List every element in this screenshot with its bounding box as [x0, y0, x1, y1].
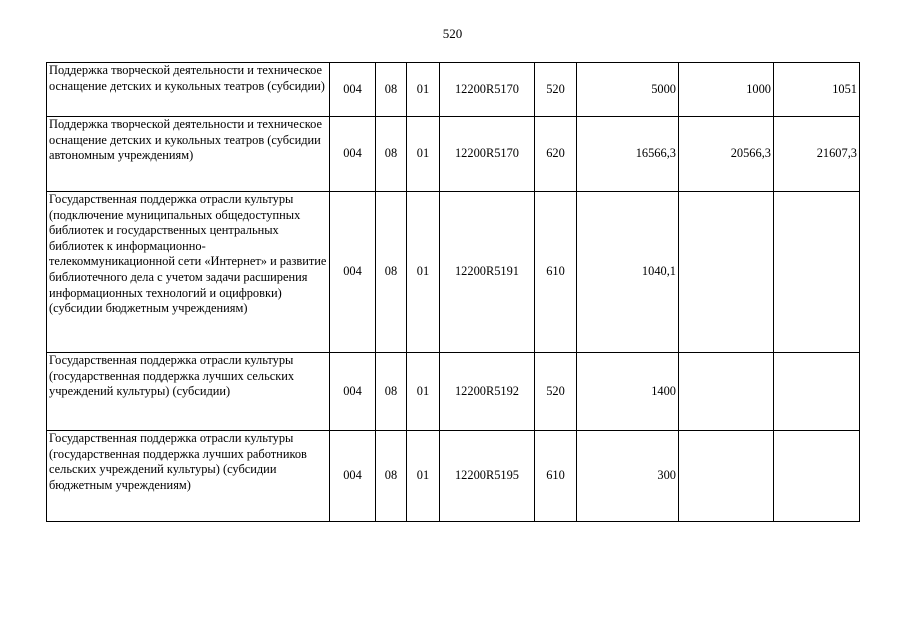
page-number: 520: [442, 26, 463, 41]
subsection-code-cell: 01: [407, 353, 440, 431]
subsection-code-cell: 01: [407, 63, 440, 117]
department-code-cell: 004: [330, 192, 376, 353]
expense-name-cell: Государственная поддержка отрасли культуры (подключение муниципальных общедоступных библиотек и государственных центральных библиотек к информационно-телекоммуникационной сети «Интернет» и развитие библиотечного дела с учетом задачи расширения информационных технологий и оцифровки) (субсидии бюджетным учреждениям): [47, 192, 330, 353]
expense-type-cell: 610: [535, 192, 577, 353]
subsection-code-cell: 01: [407, 117, 440, 192]
target-article-cell: 12200R5170: [440, 117, 535, 192]
amount-year1-cell: 5000: [577, 63, 679, 117]
table-row: [47, 431, 860, 522]
department-code-cell: 004: [330, 353, 376, 431]
target-article-cell: 12200R5170: [440, 63, 535, 117]
section-code-cell: 08: [376, 63, 407, 117]
section-code-cell: 08: [376, 117, 407, 192]
amount-year2-cell: 20566,3: [679, 117, 774, 192]
subsection-code-cell: 01: [407, 192, 440, 353]
section-code-cell: 08: [376, 431, 407, 522]
table-row: [47, 117, 860, 192]
amount-year2-cell: [679, 353, 774, 431]
expense-type-cell: 620: [535, 117, 577, 192]
expense-type-cell: 520: [535, 63, 577, 117]
table-row: [47, 192, 860, 353]
section-code-cell: 08: [376, 192, 407, 353]
target-article-cell: 12200R5191: [440, 192, 535, 353]
table-row: [47, 353, 860, 431]
budget-table: [46, 62, 860, 522]
amount-year1-cell: 1400: [577, 353, 679, 431]
amount-year3-cell: 21607,3: [774, 117, 860, 192]
expense-type-cell: 610: [535, 431, 577, 522]
amount-year3-cell: [774, 353, 860, 431]
amount-year2-cell: 1000: [679, 63, 774, 117]
amount-year3-cell: 1051: [774, 63, 860, 117]
expense-name-cell: Поддержка творческой деятельности и техническое оснащение детских и кукольных театров (субсидии): [47, 63, 330, 117]
section-code-cell: 08: [376, 353, 407, 431]
amount-year1-cell: 1040,1: [577, 192, 679, 353]
amount-year3-cell: [774, 431, 860, 522]
expense-type-cell: 520: [535, 353, 577, 431]
amount-year1-cell: 16566,3: [577, 117, 679, 192]
target-article-cell: 12200R5192: [440, 353, 535, 431]
amount-year1-cell: 300: [577, 431, 679, 522]
amount-year3-cell: [774, 192, 860, 353]
amount-year2-cell: [679, 431, 774, 522]
table-row: [47, 63, 860, 117]
target-article-cell: 12200R5195: [440, 431, 535, 522]
amount-year2-cell: [679, 192, 774, 353]
department-code-cell: 004: [330, 117, 376, 192]
expense-name-cell: Государственная поддержка отрасли культуры (государственная поддержка лучших сельских учреждений культуры) (субсидии): [47, 353, 330, 431]
department-code-cell: 004: [330, 63, 376, 117]
expense-name-cell: Поддержка творческой деятельности и техническое оснащение детских и кукольных театров (субсидии автономным учреждениям): [47, 117, 330, 192]
department-code-cell: 004: [330, 431, 376, 522]
subsection-code-cell: 01: [407, 431, 440, 522]
expense-name-cell: Государственная поддержка отрасли культуры (государственная поддержка лучших работников сельских учреждений культуры) (субсидии бюджетным учреждениям): [47, 431, 330, 522]
